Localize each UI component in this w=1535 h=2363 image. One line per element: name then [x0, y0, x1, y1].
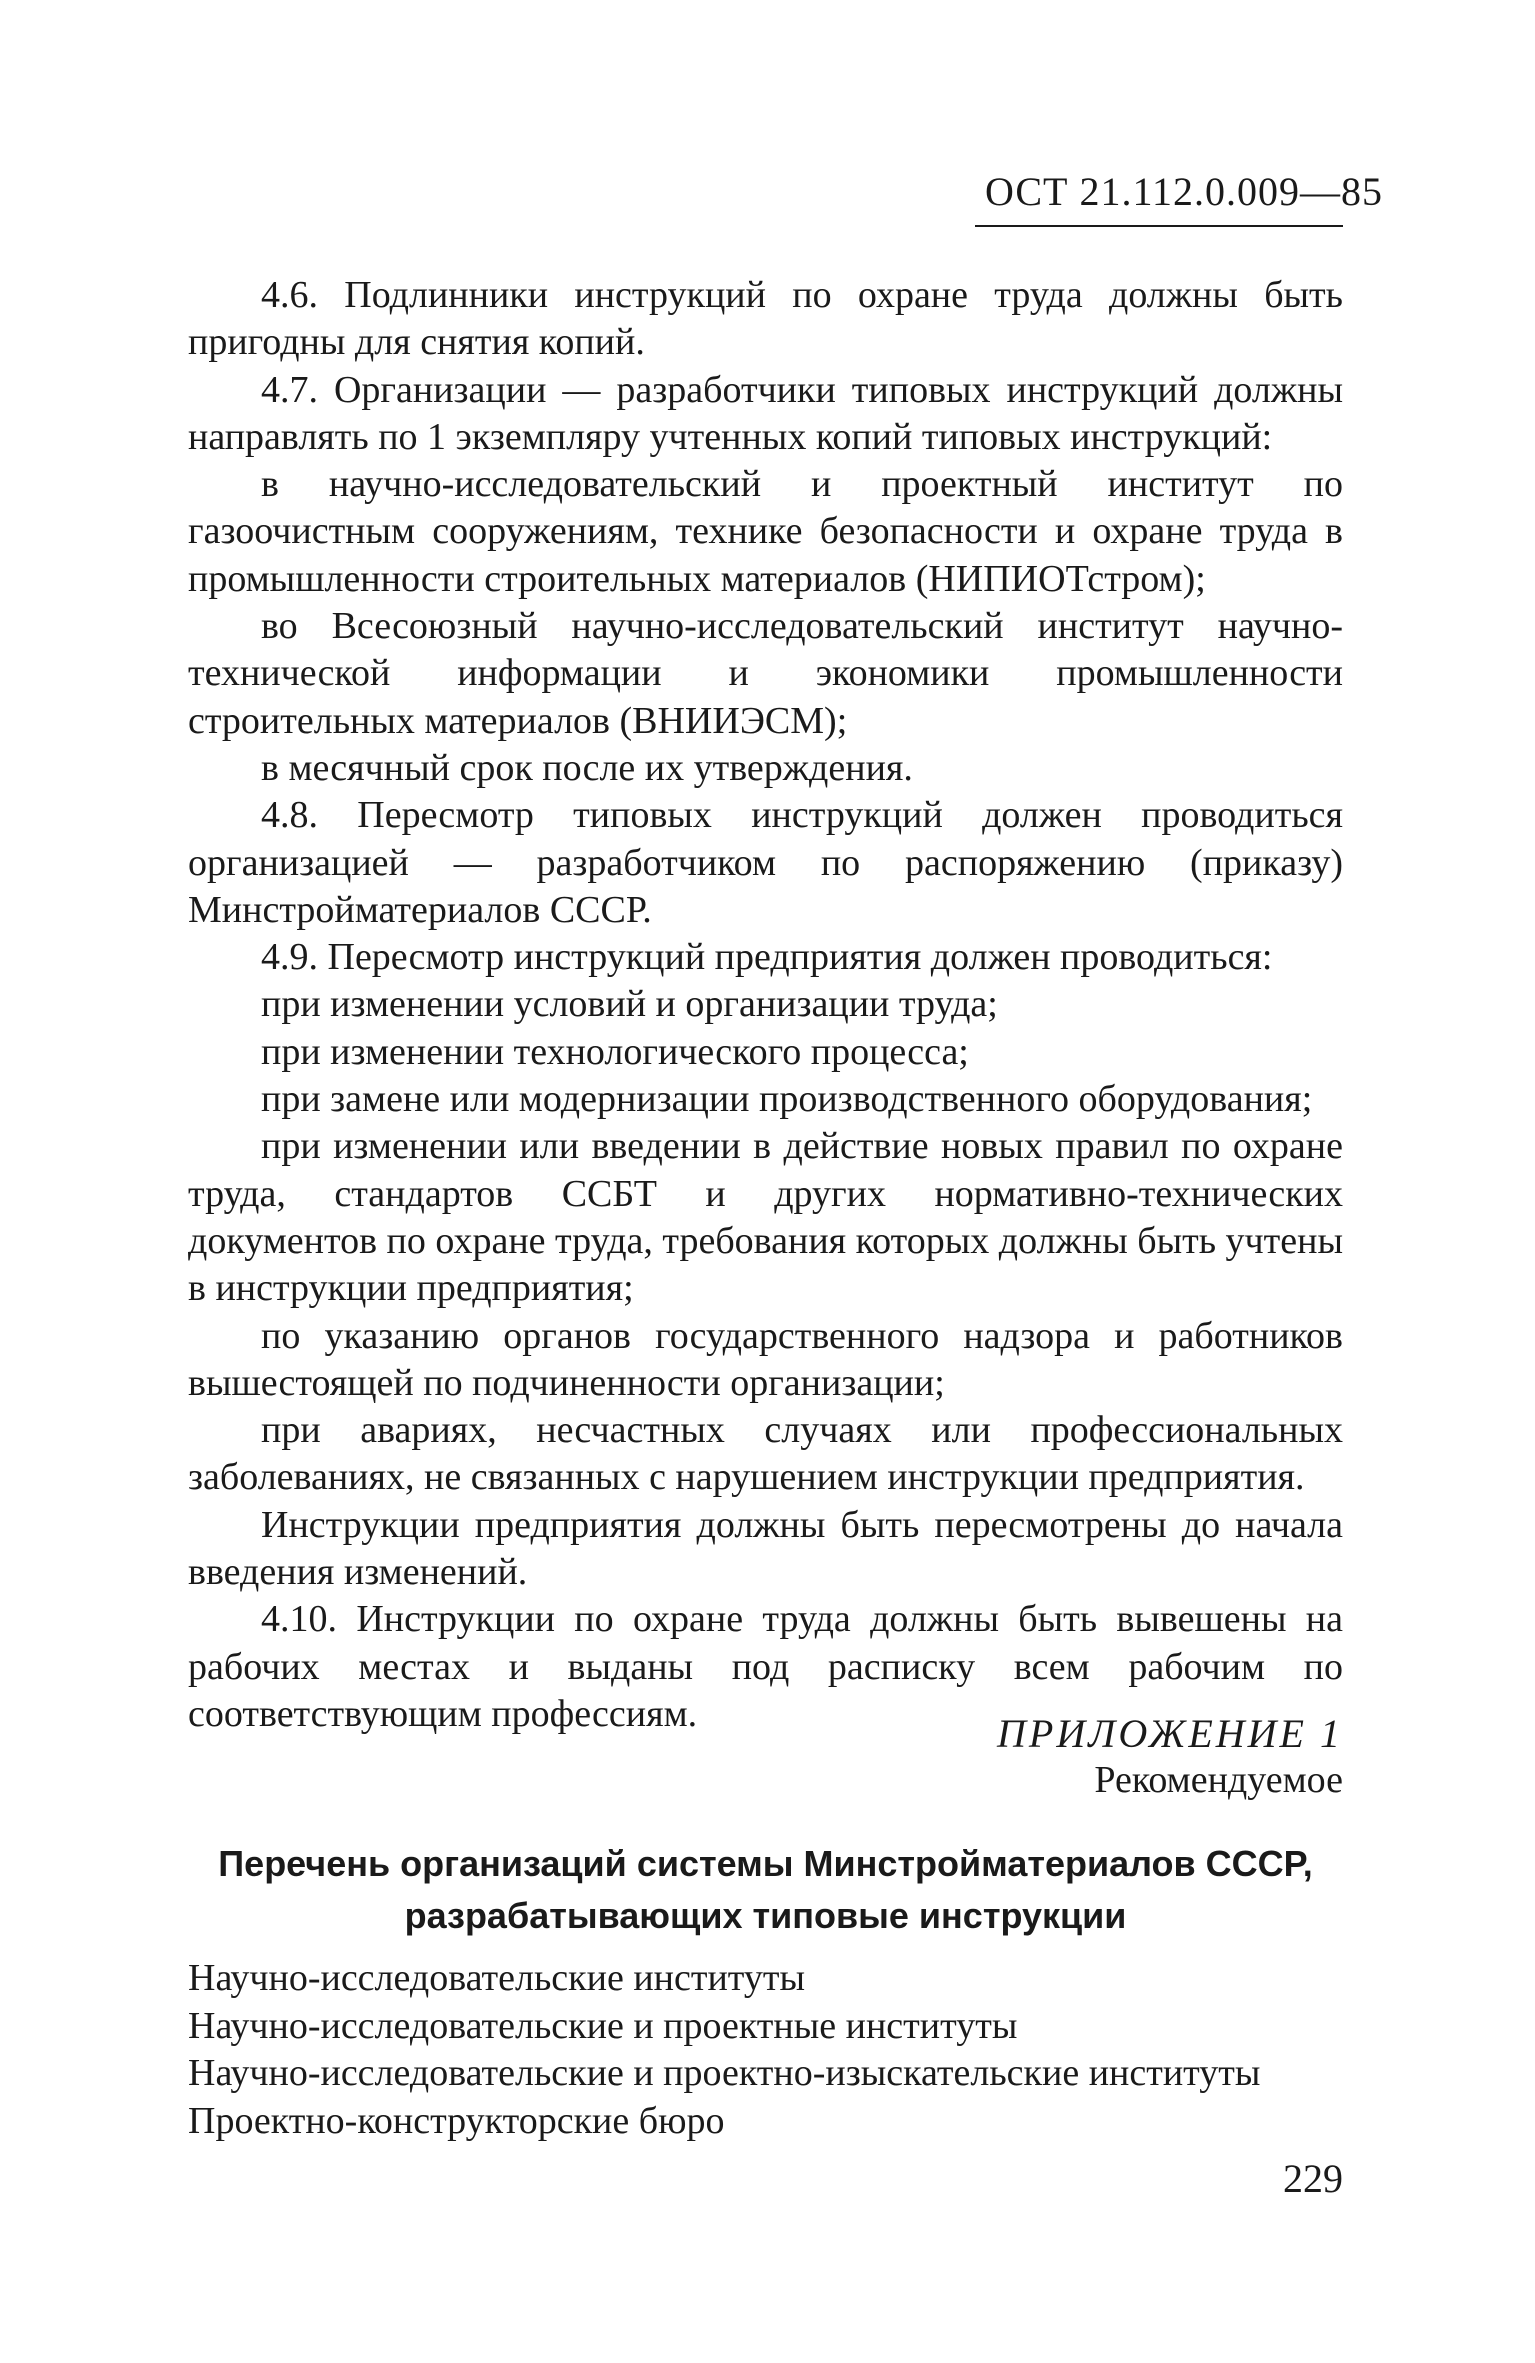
paragraph-4-8: 4.8. Пересмотр типовых инструкций должен проводиться организацией — разработчиком по распоряжению (приказу) Минстройматериалов СССР.: [188, 794, 1343, 931]
appendix-label: ПРИЛОЖЕНИЕ 1: [997, 1711, 1343, 1756]
list-item: Научно-исследовательские и проектно-изыскательские институты: [188, 2052, 1261, 2094]
revision-condition: при изменении или введении в действие новых правил по охране труда, стандартов ССБТ и других нормативно-технических документов по охране труда, требования которых должны быть учтены в инструкции предприятия;: [188, 1125, 1343, 1310]
revision-condition: по указанию органов государственного надзора и работников вышестоящей по подчиненности организации;: [188, 1314, 1343, 1404]
list-item: Научно-исследовательские и проектные институты: [188, 2004, 1018, 2047]
list-item: Научно-исследовательские институты: [188, 1957, 806, 1999]
appendix-note: Рекомендуемое: [1094, 1759, 1343, 1801]
page-number: 229: [1283, 2156, 1343, 2201]
revision-condition: при авариях, несчастных случаях или профессиональных заболеваниях, не связанных с нарушением инструкции предприятия.: [188, 1409, 1343, 1499]
standard-code: ОСТ 21.112.0.009—85: [985, 169, 1384, 214]
organization-list: [188, 1955, 1343, 2145]
section-4-body: [188, 272, 1343, 1738]
recipient-vniiesm: во Всесоюзный научно-исследовательский институт научно-технической информации и экономики промышленности строительных материалов (ВНИИЭСМ);: [188, 605, 1343, 742]
paragraph-4-9: 4.9. Пересмотр инструкций предприятия должен проводиться:: [261, 936, 1273, 979]
appendix-title-line: разрабатывающих типовые инструкции: [404, 1895, 1127, 1936]
deadline-text: в месячный срок после их утверждения.: [261, 746, 913, 789]
paragraph-4-10: 4.10. Инструкции по охране труда должны быть вывешены на рабочих местах и выданы под расписку всем рабочим по соответствующим профессиям.: [188, 1598, 1343, 1735]
appendix-title-line: Перечень организаций системы Минстройматериалов СССР,: [218, 1843, 1313, 1884]
revision-condition: при замене или модернизации производственного оборудования;: [261, 1078, 1313, 1121]
paragraph-4-6: 4.6. Подлинники инструкций по охране труда должны быть пригодны для снятия копий.: [188, 274, 1343, 364]
list-item: Проектно-конструкторские бюро: [188, 2099, 725, 2142]
paragraph-4-7: 4.7. Организации — разработчики типовых инструкций должны направлять по 1 экземпляру учтенных копий типовых инструкций:: [188, 368, 1343, 458]
appendix-title: [188, 1838, 1343, 1942]
revision-timing-note: Инструкции предприятия должны быть пересмотрены до начала введения изменений.: [188, 1503, 1343, 1594]
recipient-nipiotstrom: в научно-исследовательский и проектный институт по газоочистным сооружениям, технике безопасности и охране труда в промышленности строительных материалов (НИПИОТстром);: [188, 463, 1343, 600]
revision-condition: при изменении условий и организации труда;: [261, 983, 998, 1026]
header-rule: [975, 225, 1343, 227]
revision-condition: при изменении технологического процесса;: [261, 1030, 969, 1073]
